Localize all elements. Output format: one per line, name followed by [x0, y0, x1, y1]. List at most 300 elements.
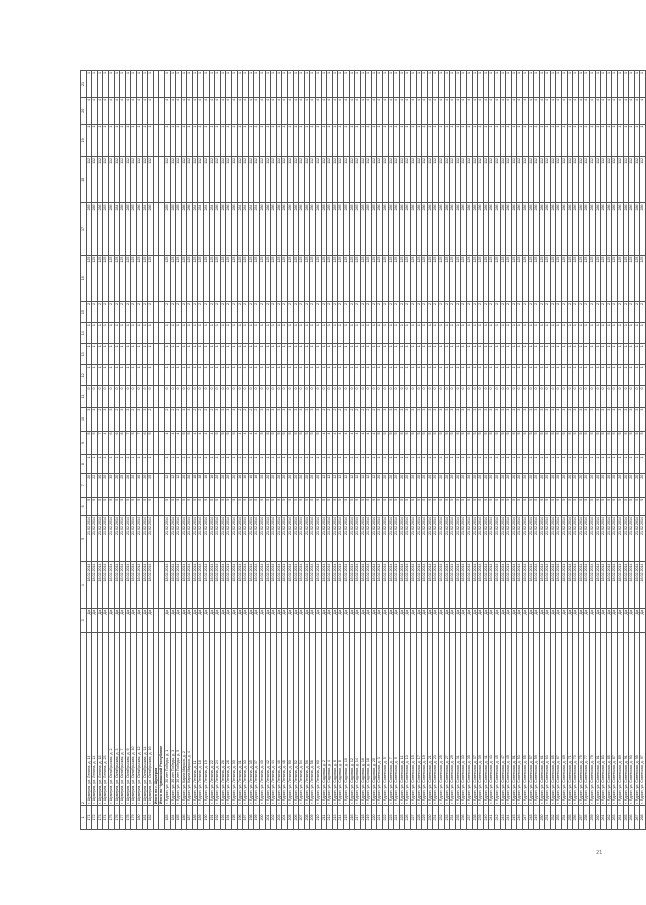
table-cell: Да [461, 608, 467, 632]
table-cell: 1 [601, 365, 607, 386]
table-cell: 1 [461, 344, 467, 365]
table-cell: 1 [237, 344, 243, 365]
table-cell: 192 [215, 806, 221, 830]
table-cell: 2 [248, 407, 254, 431]
table-cell: 1 [299, 455, 305, 473]
table-cell: 1 [394, 124, 400, 156]
table-cell: 1 [629, 71, 635, 98]
table-cell: 1 [181, 344, 187, 365]
table-cell: 1 [293, 365, 299, 386]
table-cell: 286 [640, 203, 646, 255]
table-cell: 5 [148, 431, 154, 455]
table-cell: 284 [114, 203, 120, 255]
table-cell: 18.02.2014 [394, 562, 400, 608]
table-cell: 18.02.2014 [232, 562, 238, 608]
table-cell: 174 [103, 806, 109, 830]
table-cell: 4 [623, 97, 629, 124]
table-cell: 1 [204, 323, 210, 344]
table-cell: 112 [371, 157, 377, 203]
table-cell: Итого по Чувашской Республике [159, 632, 165, 805]
table-cell: 3 [377, 407, 383, 431]
table-cell: 175 [108, 806, 114, 830]
table-cell: 1 [489, 71, 495, 98]
table-cell: 18.02.2014 [315, 562, 321, 608]
table-cell: 286 [226, 203, 232, 255]
table-cell: 0 [332, 386, 338, 407]
table-cell: 2 [120, 302, 126, 323]
table-cell: 3 [405, 407, 411, 431]
table-cell: 1 [411, 124, 417, 156]
table-cell: 18.02.2014 [494, 562, 500, 608]
table-cell: 2 [355, 302, 361, 323]
table-cell: 0 [164, 386, 170, 407]
table-cell: 1 [500, 455, 506, 473]
table-cell: 20 [405, 473, 411, 497]
table-cell: 1 [148, 365, 154, 386]
table-cell: Да [405, 608, 411, 632]
table-cell: 1 [108, 344, 114, 365]
table-cell: 5 [444, 431, 450, 455]
table-cell: 2 [399, 302, 405, 323]
table-cell: 112 [517, 157, 523, 203]
table-cell: 3 [534, 407, 540, 431]
table-cell: 1 [461, 71, 467, 98]
table-cell: г. Ядрин, ул. Ленина, д. 30 [232, 632, 238, 805]
table-cell: 21.02.2014 [366, 515, 372, 561]
table-cell: 18.02.2014 [399, 562, 405, 608]
table-cell: г. Ядрин, ул. Советская, д. 47 [500, 632, 506, 805]
table-cell: 286 [399, 203, 405, 255]
table-cell: 285 [327, 203, 333, 255]
table-cell: 1 [304, 455, 310, 473]
table-cell: 5 [232, 431, 238, 455]
table-cell: 3 [562, 407, 568, 431]
table-cell: 4 [584, 97, 590, 124]
table-cell: 1 [204, 124, 210, 156]
table-cell: 4 [114, 97, 120, 124]
table-cell: 2 [416, 302, 422, 323]
table-cell: 112 [366, 157, 372, 203]
table-cell: 1 [271, 124, 277, 156]
table-cell: 0 [439, 386, 445, 407]
table-cell: г. Ядрин, ул. 30 лет Победы, д. 3 [170, 632, 176, 805]
table-cell: 21.02.2014 [405, 515, 411, 561]
table-cell: 0 [466, 386, 472, 407]
table-cell: 21.02.2014 [606, 515, 612, 561]
table-cell: 3 [394, 407, 400, 431]
table-cell: 4 [506, 97, 512, 124]
table-cell: Да [282, 608, 288, 632]
table-cell: 112 [511, 157, 517, 203]
table-cell: г. Ядрин, ул. Ленина, д. 50 [287, 632, 293, 805]
table-cell: г. Ядрин, ул. Советская, д. 85 [606, 632, 612, 805]
table-cell: 2 [506, 302, 512, 323]
table-cell: 1 [578, 71, 584, 98]
table-cell: 1 [327, 344, 333, 365]
table-cell: 4 [422, 97, 428, 124]
table-cell: Да [433, 608, 439, 632]
table-cell: Да [506, 608, 512, 632]
table-cell: 4 [321, 431, 327, 455]
table-cell: 1 [209, 323, 215, 344]
table-cell: 2 [254, 407, 260, 431]
table-cell: 5 [282, 431, 288, 455]
table-cell: 4 [433, 97, 439, 124]
table-cell: Да [215, 608, 221, 632]
table-cell: 1 [444, 365, 450, 386]
table-cell: 5 [86, 431, 92, 455]
table-cell: 1 [366, 455, 372, 473]
table-cell: 5 [500, 497, 506, 515]
table-cell: 112 [494, 157, 500, 203]
table-cell: 125 [388, 255, 394, 301]
table-cell: 112 [550, 157, 556, 203]
table-cell: 1 [97, 323, 103, 344]
table-cell: 1 [517, 344, 523, 365]
table-cell: 1 [618, 323, 624, 344]
table-cell: 1 [377, 323, 383, 344]
table-cell: 2 [248, 302, 254, 323]
table-cell: 1 [108, 455, 114, 473]
table-cell: 18.02.2014 [254, 562, 260, 608]
table-cell: 21.02.2014 [355, 515, 361, 561]
table-cell: 4 [455, 97, 461, 124]
table-cell: 125 [148, 255, 154, 301]
table-cell: 112 [455, 157, 461, 203]
table-cell: 112 [556, 157, 562, 203]
table-cell: 21.02.2014 [466, 515, 472, 561]
table-cell: 3 [450, 407, 456, 431]
table-cell: 1 [433, 124, 439, 156]
table-cell: 1 [383, 344, 389, 365]
table-cell: 2 [349, 407, 355, 431]
table-cell: 1 [338, 365, 344, 386]
table-cell: 286 [506, 203, 512, 255]
table-cell: 251 [545, 806, 551, 830]
table-cell: 112 [136, 157, 142, 203]
table-cell: 125 [304, 255, 310, 301]
table-cell: 21.02.2014 [198, 515, 204, 561]
table-cell: 239 [478, 806, 484, 830]
table-cell: 4 [366, 97, 372, 124]
table-cell: 5 [164, 497, 170, 515]
table-cell: 18.02.2014 [148, 562, 154, 608]
table-cell: 125 [562, 255, 568, 301]
table-cell: 1 [327, 124, 333, 156]
table-cell: 1 [590, 365, 596, 386]
table-cell: 1 [388, 124, 394, 156]
table-cell: 0 [612, 386, 618, 407]
table-cell: 112 [215, 157, 221, 203]
table-cell: 1 [355, 71, 361, 98]
table-cell: 1 [478, 71, 484, 98]
table-cell: 4 [332, 97, 338, 124]
table-cell: 237 [466, 806, 472, 830]
table-cell: 5 [590, 431, 596, 455]
table-cell: 5 [427, 431, 433, 455]
table-cell: 5 [629, 497, 635, 515]
table-cell: 1 [282, 323, 288, 344]
table-cell: 2 [181, 302, 187, 323]
table-cell: 1 [444, 71, 450, 98]
table-cell: 21.02.2014 [478, 515, 484, 561]
table-cell: 1 [394, 455, 400, 473]
table-cell: 5 [108, 497, 114, 515]
table-cell: 21.02.2014 [573, 515, 579, 561]
table-cell: 1 [584, 365, 590, 386]
table-cell: 1 [466, 365, 472, 386]
table-cell: 1 [522, 365, 528, 386]
table-cell: 2 [287, 302, 293, 323]
table-cell: 21.02.2014 [86, 515, 92, 561]
table-cell: 1 [606, 365, 612, 386]
table-cell: 0 [388, 386, 394, 407]
table-cell: 0 [422, 386, 428, 407]
table-cell: 4 [444, 97, 450, 124]
table-cell: 4 [534, 97, 540, 124]
table-cell: 0 [534, 386, 540, 407]
table-cell: 1 [506, 71, 512, 98]
table-cell: 1 [550, 71, 556, 98]
table-cell: 1 [276, 344, 282, 365]
table-cell: 1 [310, 124, 316, 156]
table-cell: 3 [528, 407, 534, 431]
table-cell: 1 [198, 124, 204, 156]
table-cell: 1 [472, 365, 478, 386]
table-cell: 1 [506, 124, 512, 156]
table-cell: 5 [578, 431, 584, 455]
table-cell: 18.02.2014 [416, 562, 422, 608]
table-cell: Да [427, 608, 433, 632]
table-cell: 5 [226, 497, 232, 515]
table-cell: 112 [343, 157, 349, 203]
table-cell: 16 [248, 473, 254, 497]
table-cell: 256 [573, 806, 579, 830]
table-cell: 1 [92, 71, 98, 98]
table-cell: 2 [192, 302, 198, 323]
table-cell: 1 [394, 71, 400, 98]
table-cell: 1 [343, 71, 349, 98]
table-cell: г. Ядрин, ул. Советская, д. 57 [528, 632, 534, 805]
table-cell: 1 [248, 124, 254, 156]
table-cell: 1 [478, 365, 484, 386]
table-cell: 20 [606, 473, 612, 497]
table-cell: 125 [590, 255, 596, 301]
table-cell: 286 [260, 203, 266, 255]
column-header: 1 [81, 806, 87, 830]
table-cell: 1 [360, 344, 366, 365]
table-cell: 1 [590, 71, 596, 98]
table-cell: 216 [349, 806, 355, 830]
table-cell: 1 [220, 455, 226, 473]
table-cell: 1 [629, 344, 635, 365]
table-cell: 0 [215, 386, 221, 407]
table-cell: 1 [623, 323, 629, 344]
table-cell: 21.02.2014 [506, 515, 512, 561]
table-cell: 5 [355, 497, 361, 515]
table-cell: 210 [315, 806, 321, 830]
table-cell: 125 [461, 255, 467, 301]
table-cell: 1 [411, 365, 417, 386]
table-cell: 5 [494, 431, 500, 455]
table-cell: 2 [489, 302, 495, 323]
table-cell: 1 [131, 124, 137, 156]
table-cell: 5 [439, 431, 445, 455]
table-cell: 125 [282, 255, 288, 301]
table-cell: 18.02.2014 [321, 562, 327, 608]
table-cell: 0 [494, 386, 500, 407]
table-cell: 286 [472, 203, 478, 255]
table-cell: 1 [287, 124, 293, 156]
table-cell: 285 [125, 203, 131, 255]
table-cell: 1 [534, 323, 540, 344]
table-cell: 2 [142, 302, 148, 323]
table-cell: г. Ядрин, ул. Советская, д. 21 [427, 632, 433, 805]
table-cell: 1 [539, 71, 545, 98]
table-cell: 1 [131, 344, 137, 365]
table-cell: 21.02.2014 [226, 515, 232, 561]
table-cell: Да [226, 608, 232, 632]
table-cell: 21.02.2014 [265, 515, 271, 561]
table-cell: г. Ядрин, ул. Советская, д. 19 [422, 632, 428, 805]
table-cell: 18.02.2014 [192, 562, 198, 608]
table-cell: 18.02.2014 [304, 562, 310, 608]
table-cell: 5 [601, 431, 607, 455]
table-cell: 1 [556, 323, 562, 344]
table-cell: г. Ядрин, ул. Садовая, д. 16 [360, 632, 366, 805]
table-cell: 21.02.2014 [248, 515, 254, 561]
table-cell: 1 [315, 455, 321, 473]
table-cell: Да [483, 608, 489, 632]
table-cell: 1 [282, 365, 288, 386]
table-cell: 286 [181, 203, 187, 255]
table-cell: 244 [506, 806, 512, 830]
table-cell: 3 [411, 407, 417, 431]
table-cell: 2 [327, 407, 333, 431]
table-cell: 1 [640, 365, 646, 386]
table-cell: 18.02.2014 [220, 562, 226, 608]
table-cell: 4 [254, 431, 260, 455]
table-cell: 1 [606, 323, 612, 344]
table-cell: 2 [243, 407, 249, 431]
table-cell: 1 [304, 124, 310, 156]
table-cell: 1 [343, 323, 349, 344]
table-cell: Да [595, 608, 601, 632]
table-cell: 5 [287, 497, 293, 515]
table-cell: 5 [343, 497, 349, 515]
table-cell: 1 [148, 71, 154, 98]
table-cell: 125 [478, 255, 484, 301]
table-cell: 1 [209, 365, 215, 386]
table-cell: 2 [170, 302, 176, 323]
table-cell: 125 [629, 255, 635, 301]
table-cell: 20 [399, 473, 405, 497]
table-cell: 1 [590, 344, 596, 365]
table-cell: 4 [282, 97, 288, 124]
table-cell: 3 [260, 407, 266, 431]
table-cell: 286 [422, 203, 428, 255]
table-cell: 4 [366, 431, 372, 455]
table-cell: 4 [97, 97, 103, 124]
table-cell: 0 [629, 386, 635, 407]
table-cell: 0 [634, 386, 640, 407]
table-cell: 265 [623, 806, 629, 830]
column-header: 20 [81, 97, 87, 124]
table-cell: 21.02.2014 [450, 515, 456, 561]
table-cell: 112 [623, 157, 629, 203]
table-cell: 125 [198, 255, 204, 301]
table-cell: 21.02.2014 [539, 515, 545, 561]
table-cell: 286 [601, 203, 607, 255]
table-cell: 1 [170, 365, 176, 386]
table-cell: Да [164, 608, 170, 632]
table-cell: 18.02.2014 [125, 562, 131, 608]
table-cell: 21.02.2014 [522, 515, 528, 561]
table-cell: 286 [590, 203, 596, 255]
table-cell: 1 [640, 71, 646, 98]
table-cell: 1 [170, 344, 176, 365]
table-cell: 1 [405, 455, 411, 473]
table-cell: 1 [433, 71, 439, 98]
table-cell: 3 [494, 407, 500, 431]
table-cell: 125 [343, 255, 349, 301]
table-cell: г. Ядрин, ул. Советская, д. 79 [590, 632, 596, 805]
table-cell: г. Ядрин, ул. Советская, д. 23 [433, 632, 439, 805]
table-cell: 112 [439, 157, 445, 203]
column-header: 18 [81, 157, 87, 203]
table-cell: 171 [86, 806, 92, 830]
table-cell: 112 [192, 157, 198, 203]
table-cell: 21.02.2014 [383, 515, 389, 561]
table-cell: г. Ядрин, ул. Садовая, д. 20 [371, 632, 377, 805]
table-cell: 1 [315, 124, 321, 156]
table-cell: 20 [545, 473, 551, 497]
table-cell: 1 [360, 71, 366, 98]
table-cell: 1 [567, 455, 573, 473]
table-cell: 16 [254, 473, 260, 497]
table-cell: 1 [439, 71, 445, 98]
table-cell: 18.02.2014 [433, 562, 439, 608]
table-cell: 125 [97, 255, 103, 301]
table-cell: 2 [170, 407, 176, 431]
table-cell: 5 [371, 497, 377, 515]
table-cell: Да [120, 608, 126, 632]
table-cell: 285 [343, 203, 349, 255]
table-cell: 20 [215, 473, 221, 497]
table-cell: 1 [97, 71, 103, 98]
table-cell: 5 [92, 431, 98, 455]
table-cell: 5 [388, 431, 394, 455]
table-cell: 3 [142, 407, 148, 431]
table-cell: 284 [243, 203, 249, 255]
table-cell: 0 [506, 386, 512, 407]
table-cell: 20 [271, 473, 277, 497]
table-cell: 1 [232, 124, 238, 156]
table-cell: 191 [209, 806, 215, 830]
table-cell: 1 [125, 455, 131, 473]
table-cell: 5 [293, 497, 299, 515]
table-cell: 3 [522, 407, 528, 431]
table-cell: 183 [164, 806, 170, 830]
table-cell: 4 [198, 97, 204, 124]
table-cell: 231 [433, 806, 439, 830]
page-number: 21 [596, 850, 603, 856]
table-cell: 4 [411, 97, 417, 124]
table-cell: 5 [310, 431, 316, 455]
table-cell: 286 [545, 203, 551, 255]
table-cell: 0 [170, 386, 176, 407]
table-cell: 2 [125, 302, 131, 323]
